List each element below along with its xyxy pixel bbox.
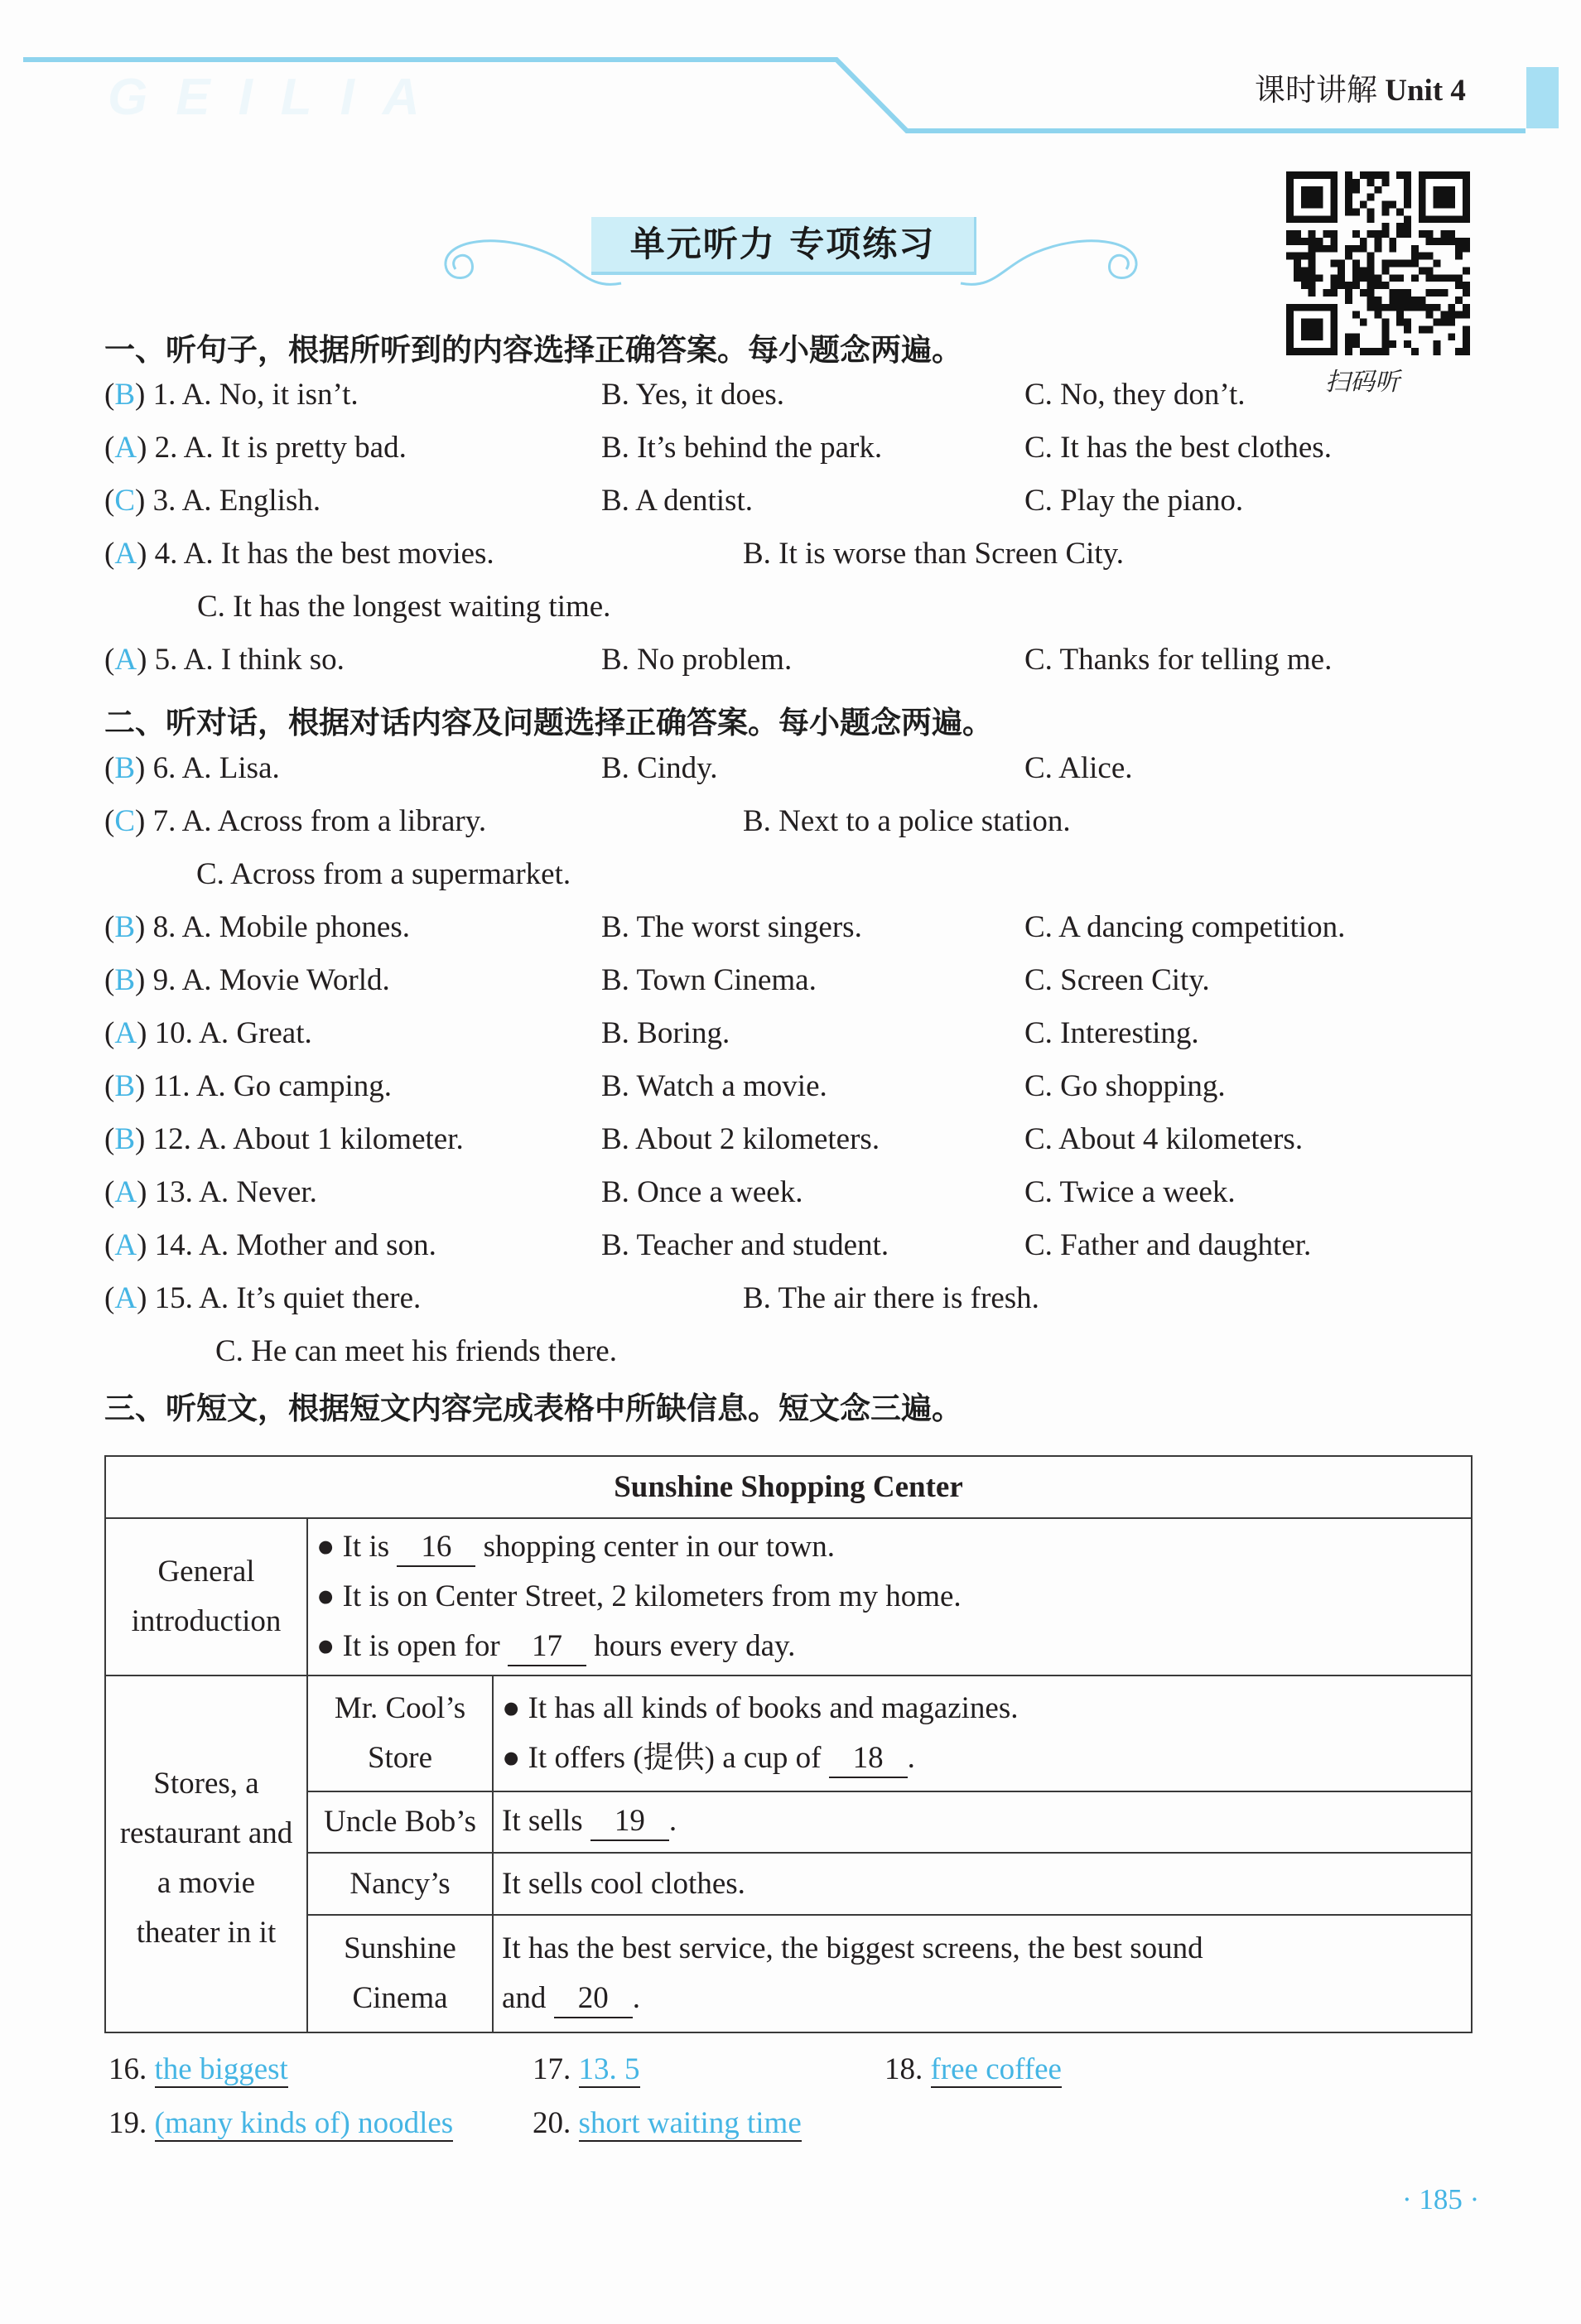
option-b: B. Next to a police station. (743, 804, 1071, 838)
question-number: 2. (154, 431, 178, 465)
option-c: C. It has the best clothes. (1024, 431, 1332, 465)
option-c: C. Go shopping. (1024, 1069, 1226, 1103)
question-number: 12. (152, 1122, 191, 1156)
answer-16: 16. the biggest (108, 2052, 288, 2086)
blank-20[interactable]: 20 (554, 1980, 633, 2018)
question-number: 13. (154, 1175, 193, 1209)
answer-17: 17. 13. 5 (533, 2052, 640, 2086)
option-b: B. Watch a movie. (601, 1069, 827, 1103)
answer-letter: A (114, 1281, 137, 1315)
answer-18: 18. free coffee (884, 2052, 1062, 2086)
question-item: (A) 14. A. Mother and son. (104, 1228, 436, 1262)
answer-letter: B (114, 910, 136, 944)
option-b: B. It’s behind the park. (601, 431, 883, 465)
answer-letter: B (114, 378, 136, 412)
section-label: 课时讲解 (1255, 74, 1377, 108)
option-a: A. Across from a library. (181, 804, 487, 838)
answer-letter: A (114, 1228, 137, 1262)
option-c: C. Alice. (1024, 751, 1133, 785)
question-item: (A) 5. A. I think so. (104, 643, 345, 677)
option-a: A. Mother and son. (199, 1228, 436, 1262)
option-a: A. Lisa. (181, 751, 280, 785)
store-desc-mr-cool: ● It has all kinds of books and magazines. ● It offers (提供) a cup of 18 . (493, 1675, 1472, 1791)
stores-label: Stores, a restaurant and a movie theater in it (105, 1675, 307, 2032)
option-a: A. I think so. (183, 643, 345, 677)
answer-letter: C (114, 484, 136, 518)
option-c: C. Twice a week. (1024, 1175, 1236, 1209)
question-item: (B) 1. A. No, it isn’t. (104, 378, 359, 412)
option-b: B. A dentist. (601, 484, 753, 518)
question-item: (B) 12. A. About 1 kilometer. (104, 1122, 464, 1156)
general-label-line: introduction (131, 1604, 282, 1638)
option-a: A. Mobile phones. (181, 910, 410, 944)
table-title: Sunshine Shopping Center (105, 1456, 1472, 1518)
question-number: 14. (154, 1228, 193, 1262)
option-b: B. Once a week. (601, 1175, 803, 1209)
page-number: · 185 · (1402, 2183, 1480, 2216)
part2-title: 二、听对话，根据对话内容及问题选择正确答案。每小题念两遍。 (104, 705, 993, 740)
option-a: A. It is pretty bad. (183, 431, 407, 465)
qr-caption: 扫码听 (1325, 369, 1400, 396)
answer-letter: A (114, 1175, 137, 1209)
unit-header (1255, 65, 1466, 109)
option-a: A. Movie World. (181, 963, 390, 997)
option-c: C. Screen City. (1024, 963, 1210, 997)
question-number: 3. (152, 484, 176, 518)
part3-title: 三、听短文，根据短文内容完成表格中所缺信息。短文念三遍。 (104, 1391, 962, 1426)
general-item: ● It is 16 shopping center in our town. (316, 1522, 1463, 1572)
blank-17[interactable]: 17 (508, 1628, 586, 1666)
option-a: A. Go camping. (195, 1069, 393, 1103)
answer-20: 20. short waiting time (533, 2106, 802, 2140)
question-item: (A) 2. A. It is pretty bad. (104, 431, 407, 465)
blank-19[interactable]: 19 (590, 1803, 669, 1841)
question-number: 8. (152, 910, 176, 944)
answer-letter: A (114, 643, 137, 677)
store-desc-nancy: It sells cool clothes. (493, 1853, 1472, 1915)
store-desc-uncle-bob: It sells 19 . (493, 1791, 1472, 1853)
answer-letter: B (114, 1122, 136, 1156)
option-b: B. The air there is fresh. (743, 1281, 1039, 1315)
question-item: (C) 3. A. English. (104, 484, 321, 518)
unit-label: Unit 4 (1385, 74, 1466, 108)
option-c: C. About 4 kilometers. (1024, 1122, 1304, 1156)
option-b: B. Yes, it does. (601, 378, 785, 412)
question-number: 5. (154, 643, 178, 677)
option-a: A. It has the best movies. (183, 537, 494, 571)
store-name-nancy: Nancy’s (307, 1853, 493, 1915)
option-a: A. Great. (199, 1016, 312, 1050)
banner-title: 单元听力 专项练习 (629, 224, 936, 264)
blank-18[interactable]: 18 (829, 1740, 908, 1778)
option-a: A. About 1 kilometer. (197, 1122, 464, 1156)
question-number: 9. (152, 963, 176, 997)
option-b: B. It is worse than Screen City. (743, 537, 1125, 571)
option-b: B. Town Cinema. (601, 963, 817, 997)
general-info (307, 1518, 1472, 1675)
option-c: C. Thanks for telling me. (1024, 643, 1333, 677)
option-b: B. Teacher and student. (601, 1228, 889, 1262)
option-c: C. Across from a supermarket. (196, 857, 571, 891)
chapter-tab (1526, 67, 1559, 128)
store-desc-cinema: It has the best service, the biggest screens, the best sound and 20 . (493, 1915, 1472, 2032)
question-item: (B) 6. A. Lisa. (104, 751, 280, 785)
option-c: C. Father and daughter. (1024, 1228, 1312, 1262)
question-item: (A) 4. A. It has the best movies. (104, 537, 494, 571)
store-name-cinema: Sunshine Cinema (307, 1915, 493, 2032)
question-number: 10. (154, 1016, 193, 1050)
question-item: (A) 15. A. It’s quiet there. (104, 1281, 422, 1315)
answer-19: 19. (many kinds of) noodles (108, 2106, 454, 2140)
answer-letter: B (114, 751, 136, 785)
general-item: ● It is open for 17 hours every day. (316, 1622, 1463, 1671)
question-item: (C) 7. A. Across from a library. (104, 804, 487, 838)
option-b: B. About 2 kilometers. (601, 1122, 880, 1156)
question-number: 6. (152, 751, 176, 785)
option-a: A. English. (181, 484, 321, 518)
option-c: C. A dancing competition. (1024, 910, 1346, 944)
option-c: C. Play the piano. (1024, 484, 1244, 518)
option-a: A. It’s quiet there. (199, 1281, 422, 1315)
general-label-line: General (157, 1555, 255, 1589)
answer-letter: A (114, 431, 137, 465)
part1-title: 一、听句子，根据所听到的内容选择正确答案。每小题念两遍。 (104, 332, 962, 368)
option-c: C. It has the longest waiting time. (197, 590, 611, 624)
option-c: C. Interesting. (1024, 1016, 1199, 1050)
answer-letter: C (114, 804, 136, 838)
option-b: B. The worst singers. (601, 910, 862, 944)
question-number: 4. (154, 537, 178, 571)
answer-letter: B (114, 963, 136, 997)
option-b: B. Boring. (601, 1016, 730, 1050)
qr-code-icon[interactable] (1285, 171, 1471, 355)
option-c: C. No, they don’t. (1024, 378, 1246, 412)
option-b: B. No problem. (601, 643, 793, 677)
blank-16[interactable]: 16 (397, 1529, 475, 1567)
general-item: ● It is on Center Street, 2 kilometers from my home. (316, 1579, 962, 1613)
question-item: (B) 9. A. Movie World. (104, 963, 390, 997)
option-c: C. He can meet his friends there. (215, 1334, 617, 1368)
question-number: 15. (154, 1281, 193, 1315)
question-item: (B) 8. A. Mobile phones. (104, 910, 410, 944)
question-number: 7. (152, 804, 176, 838)
shopping-center-table (104, 1455, 1473, 2033)
answer-letter: B (114, 1069, 136, 1103)
watermark: GEILIA (108, 69, 448, 126)
question-item: (A) 10. A. Great. (104, 1016, 312, 1050)
store-name-uncle-bob: Uncle Bob’s (307, 1791, 493, 1853)
option-a: A. Never. (199, 1175, 317, 1209)
question-number: 11. (152, 1069, 190, 1103)
question-item: (A) 13. A. Never. (104, 1175, 317, 1209)
question-item: (B) 11. A. Go camping. (104, 1069, 393, 1103)
general-label (105, 1518, 307, 1675)
answer-letter: A (114, 1016, 137, 1050)
question-number: 1. (152, 378, 176, 412)
store-name-mr-cool: Mr. Cool’s Store (307, 1675, 493, 1791)
answer-letter: A (114, 537, 137, 571)
option-a: A. No, it isn’t. (181, 378, 359, 412)
option-b: B. Cindy. (601, 751, 718, 785)
